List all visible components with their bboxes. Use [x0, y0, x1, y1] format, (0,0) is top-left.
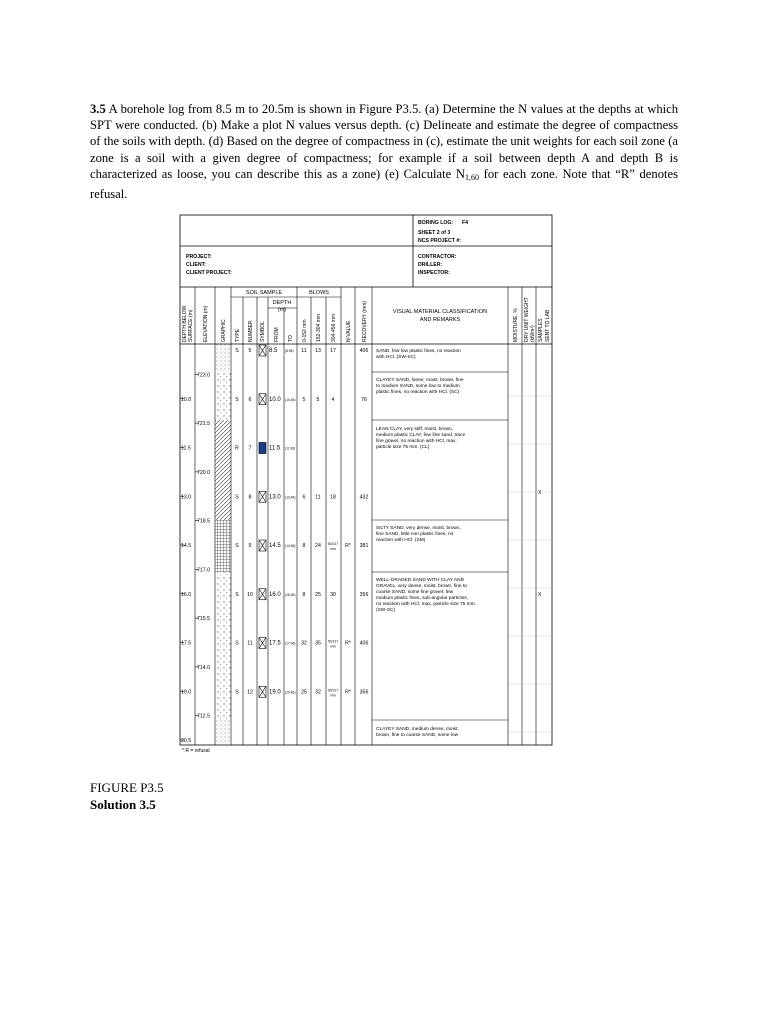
n-value: R*	[345, 689, 351, 696]
depth-tick: 14.5	[181, 543, 192, 549]
depth-from: 8.5	[269, 348, 278, 354]
depth-header: DEPTH	[272, 300, 292, 306]
description-line: reaction with HCl. (SM)	[376, 538, 426, 543]
depth-to: (11.96)	[285, 446, 296, 451]
depth-tick: 13.0	[181, 494, 192, 501]
depth-from: 13.0	[269, 494, 281, 501]
problem-text-1: A borehole log from 8.5 m to 20.5m is shown in Figure P3.5. (a) Determine the N values at the depths at which SPT were conducted. (b) Make a plot N values versus depth. (c) Delineate and estimate the degree of compactness of the soils with depth. (d) Based on the degree of compactness in (c), estimate the unit weights for each soil zone (a zone is a soil with a given degree of compactness; for example if a soil between depth A and depth B is characterized as loose, you can describe this as a zone) (e) Calculate N	[90, 102, 678, 181]
blows-2: 5	[316, 396, 320, 403]
depth-unit-header: (m)	[277, 307, 287, 313]
sample-symbol-cross	[259, 589, 266, 600]
n-value-header: N-VALUE	[346, 320, 352, 342]
depth-below-header-2: SURFACE (m)	[188, 309, 194, 342]
sample-symbol-cross	[259, 491, 266, 502]
n-value: R*	[345, 543, 351, 549]
depth-tick: 17.5	[181, 640, 192, 647]
driller-label: DRILLER:	[418, 262, 443, 268]
description-line: medium plastic CLAY, few fine sand, trace	[376, 433, 466, 438]
depth-from: 10.0	[269, 396, 281, 403]
description-line: no reaction with HCl, max. particle size 75 mm.	[376, 602, 476, 607]
to-header: TO	[288, 335, 294, 342]
depth-tick: 20.5	[181, 738, 192, 744]
sample-row	[235, 443, 295, 454]
blows-2: 24	[315, 543, 321, 549]
description-line: LEAN CLAY, very stiff, moist, brown,	[376, 427, 454, 432]
sample-number: 12	[247, 689, 253, 696]
dry-unit-weight-header: DRY UNIT WEIGHT	[524, 297, 530, 342]
depth-tick: 19.0	[181, 689, 192, 696]
description-line: CLAYEY SAND, loose, moist, brown, fine	[376, 378, 464, 383]
problem-number: 3.5	[90, 102, 106, 116]
recovery-header: RECOVERY (mm)	[362, 301, 368, 342]
figure-caption: FIGURE P3.5	[90, 780, 164, 795]
sample-row	[235, 686, 368, 697]
depth-tick: 10.0	[181, 396, 192, 403]
sample-row	[235, 589, 368, 600]
n-value: R*	[345, 640, 351, 647]
sample-symbol-cross	[259, 345, 266, 356]
refusal-footnote: * R = refusal	[182, 748, 210, 754]
blows-3: 18	[330, 494, 336, 501]
description-line: particle size 75 mm. (CL)	[376, 445, 430, 450]
elevation-tick: 723.0	[197, 372, 210, 379]
lab-mark-1: X	[538, 490, 542, 496]
symbol-header: SYMBOL	[260, 321, 266, 342]
depth-to: (10.46)	[285, 397, 296, 402]
description-line: CLAYEY SAND, medium dense, moist,	[376, 727, 459, 732]
dry-unit-weight-unit: (kN/m³)	[530, 325, 536, 342]
blows-2: 32	[315, 689, 321, 696]
recovery: 406	[359, 348, 369, 354]
lab-mark-2: X	[538, 592, 542, 598]
sample-type: S	[235, 494, 239, 501]
depth-to: (16.46)	[285, 592, 296, 597]
depth-from: 19.0	[269, 689, 281, 696]
inspector-label: INSPECTOR:	[418, 270, 450, 276]
soil-sample-header: SOIL SAMPLE	[245, 290, 283, 296]
recovery: 356	[359, 591, 369, 598]
description-line: coarse SAND, some fine gravel, few	[376, 590, 454, 595]
blows-2-header: 152-304 mm	[316, 313, 322, 342]
depth-to: (17.96)	[285, 641, 296, 646]
material-description	[376, 577, 476, 613]
description-line: medium plastic fines, sub-angular particles,	[376, 596, 468, 601]
depth-from: 14.5	[269, 543, 281, 549]
description-line: with HCl. (SW-SC)	[376, 355, 416, 360]
blows-2: 35	[315, 640, 321, 647]
sample-symbol	[259, 443, 266, 454]
blows-1: 11	[301, 348, 307, 354]
blows-3: 30	[330, 591, 336, 598]
visual-header-1: VISUAL MATERIAL CLASSIFICATION	[392, 309, 488, 315]
blows-1: 8	[302, 591, 306, 598]
elevation-tick: 720.0	[197, 469, 210, 476]
sample-number: 5	[248, 348, 252, 354]
graphic-header: GRAPHIC	[221, 319, 227, 342]
boring-log-label: BORING LOG:	[418, 220, 454, 226]
depth-to: (8.96)	[285, 349, 294, 353]
blows-2: 25	[315, 591, 321, 598]
sample-row	[235, 638, 368, 649]
blows-3-unit: mm	[330, 693, 336, 698]
boring-log-id: F4	[462, 220, 469, 226]
material-description	[376, 348, 461, 360]
description-line: GRAVEL, very dense, moist, brown, fine to	[376, 584, 467, 589]
number-header: NUMBER	[248, 320, 254, 342]
soil-graphic-column	[215, 344, 231, 745]
sample-type: S	[235, 348, 239, 354]
sample-number: 10	[247, 591, 253, 598]
sample-symbol-cross	[259, 540, 266, 551]
elevation-tick: 712.5	[197, 713, 210, 720]
description-line: SAND, few low plastic fines, no reaction	[376, 349, 461, 354]
description-line: brown, fine to coarse SAND, some low	[376, 733, 459, 738]
sample-number: 8	[248, 494, 252, 501]
depth-to: (14.96)	[285, 544, 296, 548]
sample-type: S	[235, 689, 239, 696]
elevation-tick: 715.5	[197, 616, 210, 623]
depth-tick: 11.5	[181, 445, 191, 452]
sample-number: 7	[248, 445, 252, 452]
elevation-header: ELEVATION (m)	[203, 305, 209, 342]
contractor-label: CONTRACTOR:	[418, 254, 457, 260]
sample-type: S	[235, 396, 239, 403]
depth-tick: 16.0	[181, 591, 192, 598]
visual-header-2: AND REMARKS	[419, 317, 461, 323]
depth-to: (13.46)	[285, 495, 296, 500]
sample-row	[235, 345, 368, 356]
sample-row	[235, 394, 367, 405]
depth-below-header: DEPTH BELOW	[182, 305, 188, 342]
recovery: 356	[359, 689, 369, 696]
sample-symbol-cross	[259, 394, 266, 405]
problem-text-2: for each zone. Note that “R” denotes refusal.	[90, 166, 678, 202]
material-description	[376, 525, 461, 543]
sample-symbol-cross	[259, 686, 266, 697]
blows-3: 17	[330, 348, 336, 354]
blows-header: BLOWS	[309, 290, 329, 296]
blows-3-unit: mm	[330, 547, 336, 551]
elevation-tick: 718.5	[197, 518, 210, 525]
sample-type: S	[235, 591, 239, 598]
sample-number: 6	[248, 396, 252, 403]
description-line: fine gravel, no reaction with HCl, max.	[376, 439, 457, 444]
blows-1: 32	[301, 640, 307, 647]
moisture-header: MOISTURE, %	[513, 308, 519, 342]
depth-from: 16.0	[269, 591, 281, 598]
description-line: plastic fines, no reaction with HCl. (SC)	[376, 390, 460, 395]
sample-type: R	[235, 445, 239, 452]
description-line: fine SAND, little non plastic fines, no	[376, 532, 454, 537]
client-label: CLIENT:	[186, 262, 206, 268]
samples-header-2: SENT TO LAB	[545, 309, 551, 342]
blows-3-unit: mm	[330, 644, 336, 649]
material-description	[376, 426, 465, 450]
ncs-project: NCS PROJECT #:	[418, 238, 461, 244]
material-description	[376, 726, 459, 738]
sample-number: 9	[248, 543, 252, 549]
blows-3: 50/127	[327, 688, 339, 693]
sample-type: S	[235, 640, 239, 647]
client-project-label: CLIENT PROJECT:	[186, 270, 232, 276]
blows-3: 50/127	[327, 542, 339, 546]
samples-header: SAMPLES	[538, 318, 544, 342]
depth-to: (19.46)	[285, 690, 296, 695]
sample-row	[235, 540, 368, 551]
from-header: FROM	[274, 327, 280, 342]
sample-row	[235, 491, 368, 502]
blows-1-header: 0-152 mm	[302, 319, 308, 342]
project-label: PROJECT:	[186, 254, 212, 260]
sheet-number: SHEET 2 of 3	[418, 230, 451, 236]
blows-3: 4	[331, 396, 335, 403]
blows-3: 50/127	[327, 639, 339, 644]
recovery: 76	[361, 396, 367, 403]
depth-from: 17.5	[269, 640, 281, 647]
recovery: 432	[359, 494, 369, 501]
elevation-tick: 717.0	[197, 567, 210, 574]
solution-heading: Solution 3.5	[90, 797, 156, 812]
elevation-tick: 714.0	[197, 664, 210, 671]
blows-1: 5	[302, 396, 306, 403]
blows-1: 25	[301, 689, 307, 696]
blows-1: 6	[302, 494, 306, 501]
sample-number: 11	[247, 640, 253, 647]
blows-3-header: 304-456 mm	[331, 313, 337, 342]
recovery: 406	[359, 640, 369, 647]
sample-symbol-cross	[259, 638, 266, 649]
description-line: WELL-GRADED SAND WITH CLAY AND	[376, 578, 465, 583]
problem-subscript: 1,60	[464, 172, 479, 182]
depth-from: 11.5	[269, 445, 281, 452]
description-line: SILTY SAND, very dense, moist, brown,	[376, 526, 461, 531]
description-line: (SW-SC)	[376, 608, 396, 613]
blows-2: 11	[315, 494, 321, 501]
elevation-tick: 721.5	[197, 421, 210, 428]
sample-type: S	[235, 543, 239, 549]
recovery: 381	[359, 543, 369, 549]
material-description	[376, 377, 464, 395]
type-header: TYPE	[235, 328, 241, 342]
blows-1: 8	[302, 543, 306, 549]
description-line: to medium SAND, some low to medium	[376, 384, 460, 389]
blows-2: 13	[315, 348, 321, 354]
